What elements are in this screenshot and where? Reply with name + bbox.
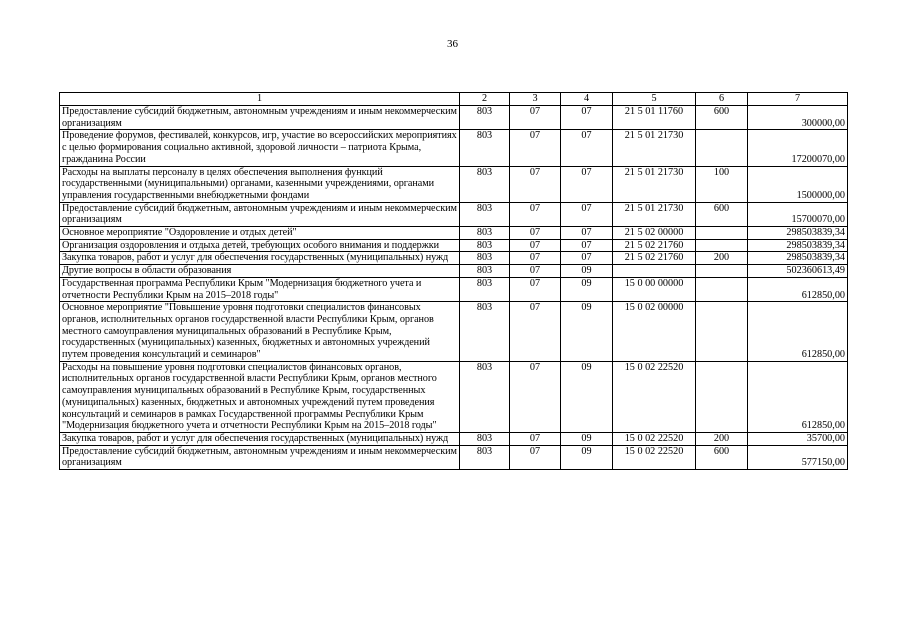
subsection-cell: 07: [561, 166, 613, 202]
admin-code-cell: 803: [460, 202, 510, 226]
section-cell: 07: [510, 302, 561, 362]
description-cell: Закупка товаров, работ и услуг для обеспечения государственных (муниципальных) нужд: [60, 432, 460, 445]
amount-cell: 298503839,34: [748, 227, 848, 240]
section-cell: 07: [510, 432, 561, 445]
section-cell: 07: [510, 265, 561, 278]
table-row: [60, 239, 848, 252]
admin-code-cell: 803: [460, 361, 510, 432]
subsection-cell: 07: [561, 130, 613, 166]
amount-cell: 612850,00: [748, 361, 848, 432]
subsection-cell: 09: [561, 302, 613, 362]
header-cell: 2: [460, 93, 510, 106]
amount-cell: 612850,00: [748, 277, 848, 301]
subsection-cell: 09: [561, 265, 613, 278]
expense-type-cell: [696, 130, 748, 166]
admin-code-cell: 803: [460, 227, 510, 240]
amount-cell: 35700,00: [748, 432, 848, 445]
subsection-cell: 07: [561, 106, 613, 130]
admin-code-cell: 803: [460, 445, 510, 469]
description-cell: Предоставление субсидий бюджетным, автономным учреждениям и иным некоммерческим организациям: [60, 202, 460, 226]
description-cell: Закупка товаров, работ и услуг для обеспечения государственных (муниципальных) нужд: [60, 252, 460, 265]
expense-type-cell: 600: [696, 106, 748, 130]
target-article-cell: 15 0 02 00000: [613, 302, 696, 362]
target-article-cell: [613, 265, 696, 278]
amount-cell: 577150,00: [748, 445, 848, 469]
expense-type-cell: [696, 361, 748, 432]
table-row: [60, 202, 848, 226]
section-cell: 07: [510, 445, 561, 469]
target-article-cell: 21 5 01 21730: [613, 202, 696, 226]
target-article-cell: 21 5 01 21730: [613, 130, 696, 166]
section-cell: 07: [510, 202, 561, 226]
amount-cell: 15700070,00: [748, 202, 848, 226]
admin-code-cell: 803: [460, 302, 510, 362]
budget-table: [59, 92, 848, 470]
subsection-cell: 07: [561, 252, 613, 265]
header-cell: 5: [613, 93, 696, 106]
table-row: [60, 227, 848, 240]
description-cell: Основное мероприятие "Повышение уровня подготовки специалистов финансовых органов, исполнительных органов государственной власти Республики Крым, органов местного самоуправления муниципальных образований в Республике Крым, государственных (муниципальных) казенных, бюджетных и автономных учреждений путем проведения консультаций и семинаров": [60, 302, 460, 362]
description-cell: Предоставление субсидий бюджетным, автономным учреждениям и иным некоммерческим организациям: [60, 445, 460, 469]
target-article-cell: 21 5 01 21730: [613, 166, 696, 202]
admin-code-cell: 803: [460, 252, 510, 265]
description-cell: Государственная программа Республики Крым "Модернизация бюджетного учета и отчетности Республики Крым на 2015–2018 годы": [60, 277, 460, 301]
expense-type-cell: [696, 302, 748, 362]
section-cell: 07: [510, 130, 561, 166]
header-cell: 6: [696, 93, 748, 106]
section-cell: 07: [510, 239, 561, 252]
table-row: [60, 302, 848, 362]
section-cell: 07: [510, 227, 561, 240]
admin-code-cell: 803: [460, 130, 510, 166]
expense-type-cell: 200: [696, 432, 748, 445]
subsection-cell: 07: [561, 227, 613, 240]
description-cell: Расходы на повышение уровня подготовки специалистов финансовых органов, исполнительных органов государственной власти Республики Крым, органов местного самоуправления муниципальных образований в Республике Крым, государственных (муниципальных) казенных, бюджетных и автономных учреждений путем проведения консультаций и семинаров в рамках Государственной программы Республики Крым "Модернизация бюджетного учета и отчетности Республики Крым на 2015–2018 годы": [60, 361, 460, 432]
expense-type-cell: 600: [696, 202, 748, 226]
header-cell: 1: [60, 93, 460, 106]
section-cell: 07: [510, 277, 561, 301]
expense-type-cell: [696, 227, 748, 240]
subsection-cell: 09: [561, 445, 613, 469]
description-cell: Предоставление субсидий бюджетным, автономным учреждениям и иным некоммерческим организациям: [60, 106, 460, 130]
admin-code-cell: 803: [460, 277, 510, 301]
subsection-cell: 09: [561, 277, 613, 301]
target-article-cell: 21 5 01 11760: [613, 106, 696, 130]
header-cell: 7: [748, 93, 848, 106]
header-cell: 3: [510, 93, 561, 106]
subsection-cell: 07: [561, 239, 613, 252]
target-article-cell: 15 0 02 22520: [613, 445, 696, 469]
admin-code-cell: 803: [460, 166, 510, 202]
target-article-cell: 21 5 02 21760: [613, 239, 696, 252]
subsection-cell: 09: [561, 361, 613, 432]
amount-cell: 298503839,34: [748, 252, 848, 265]
description-cell: Другие вопросы в области образования: [60, 265, 460, 278]
table-row: [60, 432, 848, 445]
table-row: [60, 265, 848, 278]
table-row: [60, 252, 848, 265]
admin-code-cell: 803: [460, 432, 510, 445]
header-cell: 4: [561, 93, 613, 106]
amount-cell: 502360613,49: [748, 265, 848, 278]
amount-cell: 300000,00: [748, 106, 848, 130]
section-cell: 07: [510, 252, 561, 265]
table-row: [60, 130, 848, 166]
amount-cell: 17200070,00: [748, 130, 848, 166]
expense-type-cell: [696, 239, 748, 252]
expense-type-cell: 100: [696, 166, 748, 202]
target-article-cell: 21 5 02 00000: [613, 227, 696, 240]
table-row: [60, 166, 848, 202]
page-number: 36: [447, 38, 458, 50]
expense-type-cell: [696, 277, 748, 301]
description-cell: Основное мероприятие "Оздоровление и отдых детей": [60, 227, 460, 240]
amount-cell: 1500000,00: [748, 166, 848, 202]
section-cell: 07: [510, 106, 561, 130]
amount-cell: 298503839,34: [748, 239, 848, 252]
target-article-cell: 15 0 02 22520: [613, 361, 696, 432]
description-cell: Проведение форумов, фестивалей, конкурсов, игр, участие во всероссийских мероприятиях с целью формирования социально активной, здоровой личности – патриота Крыма, гражданина России: [60, 130, 460, 166]
table-body: [60, 106, 848, 470]
expense-type-cell: 200: [696, 252, 748, 265]
target-article-cell: 15 0 00 00000: [613, 277, 696, 301]
admin-code-cell: 803: [460, 265, 510, 278]
expense-type-cell: [696, 265, 748, 278]
subsection-cell: 07: [561, 202, 613, 226]
target-article-cell: 15 0 02 22520: [613, 432, 696, 445]
description-cell: Организация оздоровления и отдыха детей, требующих особого внимания и поддержки: [60, 239, 460, 252]
table-row: [60, 445, 848, 469]
admin-code-cell: 803: [460, 106, 510, 130]
subsection-cell: 09: [561, 432, 613, 445]
section-cell: 07: [510, 166, 561, 202]
table-row: [60, 106, 848, 130]
amount-cell: 612850,00: [748, 302, 848, 362]
table-row: [60, 277, 848, 301]
admin-code-cell: 803: [460, 239, 510, 252]
header-row: [60, 93, 848, 106]
table-row: [60, 361, 848, 432]
description-cell: Расходы на выплаты персоналу в целях обеспечения выполнения функций государственными (муниципальными) органами, казенными учреждениями, органами управления государственными внебюджетными фондами: [60, 166, 460, 202]
section-cell: 07: [510, 361, 561, 432]
expense-type-cell: 600: [696, 445, 748, 469]
target-article-cell: 21 5 02 21760: [613, 252, 696, 265]
